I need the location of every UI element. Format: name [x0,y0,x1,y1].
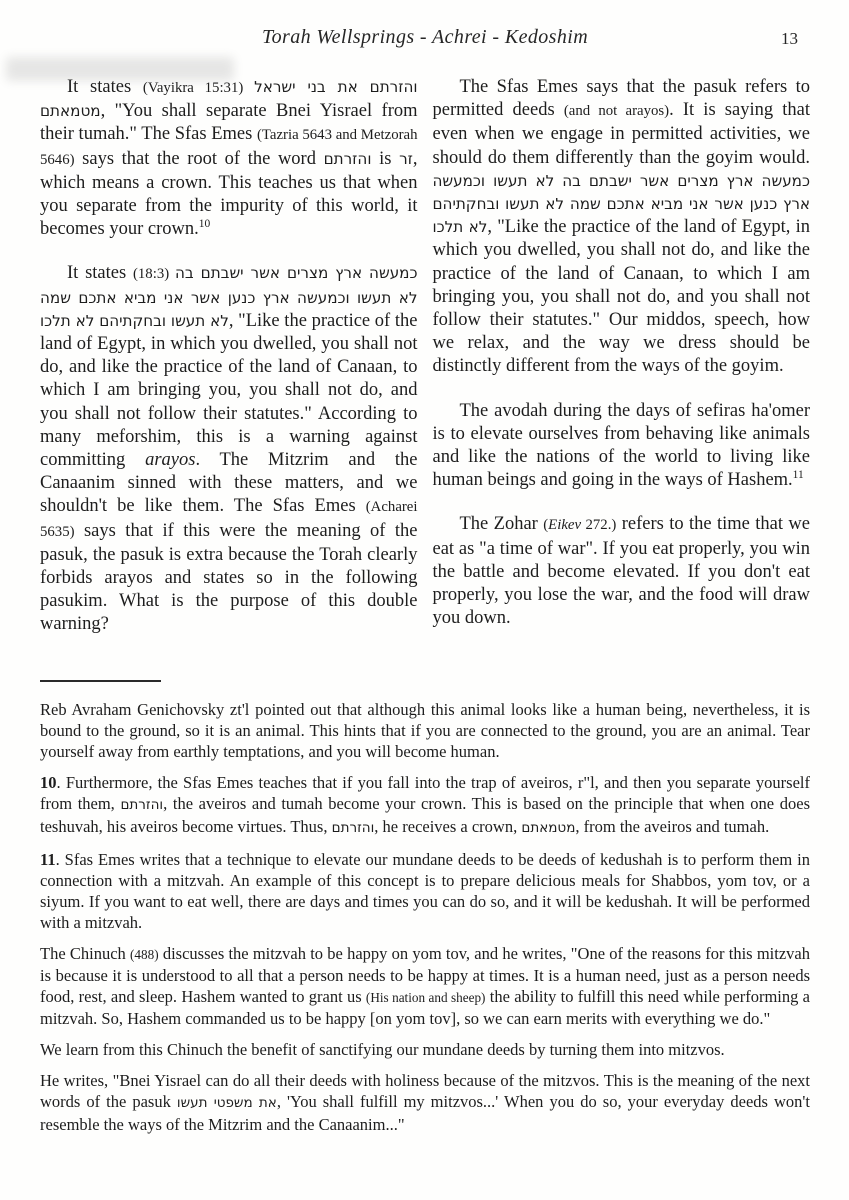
text-run: , "Like the practice of the land of Egypt, in which you dwelled, you shall not do, and like the practice of the land of Canaan, to which I am bringing you, you shall not do, and you shall not follow their statutes." Our middos, speech, how we relax, and the way we dress should be distinctly different from the ways of the goyim. [432,217,810,377]
text-run: the ability to fulfill this need while performing a mitzvah. So, Hashem commanded us to be happy [on yom tov], so we can earn merits with everything we do." [40,987,810,1028]
text-run: , the aveiros and tumah become your crown. This is based on the principle that when one does teshuvah, his aveiros become virtues. Thus, [40,794,810,836]
paragraph [433,76,811,379]
hebrew-text: והזרתם [323,149,372,168]
text-run: The Sfas Emes says that the pasuk refers to permitted deeds [432,77,810,121]
text-run: , "Like the practice of the land of Egypt, in which you dwelled, you shall not do, and like the practice of the land of Canaan, to which I am bringing you, you shall not do, and you shall not follow their statutes." According to many meforshim, this is a warning against committing [40,310,418,471]
footnote-ref: 10 [198,218,211,231]
page-number: 13 [781,29,798,48]
hebrew-text: והזרתם את בני ישראל מטמאתם [40,78,418,121]
footnote-number: 10 [40,773,57,792]
footnote-ref: 11 [792,469,804,482]
citation-text: (Acharei 5635) [40,499,418,540]
paragraph [433,400,811,493]
right-column [433,76,811,630]
citation-text: ( [543,517,549,534]
paragraph [40,849,810,933]
hebrew-text: מטמאתם [521,820,576,836]
footnotes-section [40,699,810,1135]
text-run: , "You shall separate Bnei Yisrael from their tumah." The Sfas Emes [40,101,418,145]
paragraph [40,772,810,839]
text-run: It states [67,77,143,97]
text-run: The Zohar [459,514,544,535]
paragraph [40,943,810,1029]
citation-text: Eikev [548,517,582,534]
text-run: refers to the time that we eat as "a time of war". If you eat properly, you win the battle and become elevated. If you don't eat properly, you lose the war, and the food will draw you down. [432,514,810,629]
italic-text: arayos [145,450,196,471]
hebrew-text: והזרתם [331,820,375,836]
paragraph [40,262,418,636]
text-run: He writes, "Bnei Yisrael can do all their deeds with holiness because of the mitzvos. This is the meaning of the next words of the pasuk [40,1071,810,1111]
text-run: . It is saying that even when we engage in permitted activities, we should do them differently than the goyim would. [432,100,811,168]
page-header [40,26,810,54]
hebrew-text: זר [399,149,413,168]
paragraph [40,76,418,241]
paragraph [40,1039,810,1060]
text-run: . Sfas Emes writes that a technique to elevate our mundane deeds to be deeds of kedushah is to perform them in connection with a mitzvah. An example of this concept is to prepare delicious meals for Shabbos, yom tov, or a siyum. If you want to eat well, there are days and times you can do so, and it will be kedushah. It will be performed with a mitzvah. [40,850,810,932]
text-run: , which means a crown. This teaches us that when you separate from the impurity of this world, it becomes your crown. [40,148,418,240]
text-run: . The Mitzrim and the Canaanim sinned with these matters, and we shouldn't be like them. The Sfas Emes [40,450,418,517]
footnote-number: 11 [40,850,56,869]
text-run: , 'You shall fulfill my mitzvos...' When you do so, your everyday deeds won't resemble the ways of the Mitzrim and the Canaanim..." [40,1092,810,1134]
page-title: Torah Wellsprings - Achrei - Kedoshim [261,26,589,48]
text-run: says that the root of the word [74,148,324,169]
main-text-columns [40,76,810,658]
text-run: We learn from this Chinuch the benefit of sanctifying our mundane deeds by turning them into mitzvos. [40,1040,725,1059]
paragraph [40,699,810,762]
hebrew-text: כמעשה ארץ מצרים אשר ישבתם בה לא תעשו וכמעשה ארץ כנען אשר אני מביא אתכם שמה לא תעשו ובחקתיהם לא תלכו [432,171,810,237]
text-run: discusses the mitzvah to be happy on yom tov, and he writes, "One of the reasons for this mitzvah is because it is understood to all that a person needs to be happy at times. It is a human need, just as a person needs food, rest, and sleep. Hashem wanted to grant us [40,944,810,1006]
text-run: is [371,148,400,169]
paragraph [433,513,811,630]
citation-text: 272.) [581,517,617,534]
text-run: The avodah during the days of sefiras ha'omer is to elevate ourselves from behaving like animals and like the nations of the world to living like human beings and going in the ways of Hashem. [432,400,810,491]
citation-text: (Tazria 5643 and Metzorah 5646) [40,127,418,168]
citation-text: (His nation and sheep) [365,990,486,1005]
hebrew-text: את משפטי תעשו [176,1095,277,1111]
text-run: It states [67,263,133,284]
citation-text: (and not arayos) [563,103,670,120]
text-run: , from the aveiros and tumah. [575,817,770,836]
citation-text: (Vayikra 15:31) [142,80,255,96]
hebrew-text: והזרתם [120,797,164,813]
paragraph [40,1070,810,1135]
hebrew-text: כמעשה ארץ מצרים אשר ישבתם בה לא תעשו וכמעשה ארץ כנען אשר אני מביא אתכם שמה לא תעשו ובחקתיהם לא תלכו [40,264,418,330]
text-run: says that if this were the meaning of the pasuk, the pasuk is extra because the Torah clearly forbids arayos and states so in the following pasukim. What is the purpose of this double warning? [40,520,418,635]
text-run: The Chinuch [40,944,131,963]
footnote-separator [40,680,161,682]
left-column [40,76,418,637]
citation-text: (18:3) [132,266,176,283]
text-run: Reb Avraham Genichovsky zt'l pointed out that although this animal looks like a human being, nevertheless, it is bound to the ground, so it is an animal. This hints that if you are connected to the ground, you are an animal. Tear yourself away from earthly temptations, and you will become human. [40,700,810,761]
text-run: , he receives a crown, [374,817,522,836]
citation-text: (488) [130,947,159,962]
text-run: . Furthermore, the Sfas Emes teaches that if you fall into the trap of aveiros, r"l, and then you separate yourself from them, [40,773,810,813]
